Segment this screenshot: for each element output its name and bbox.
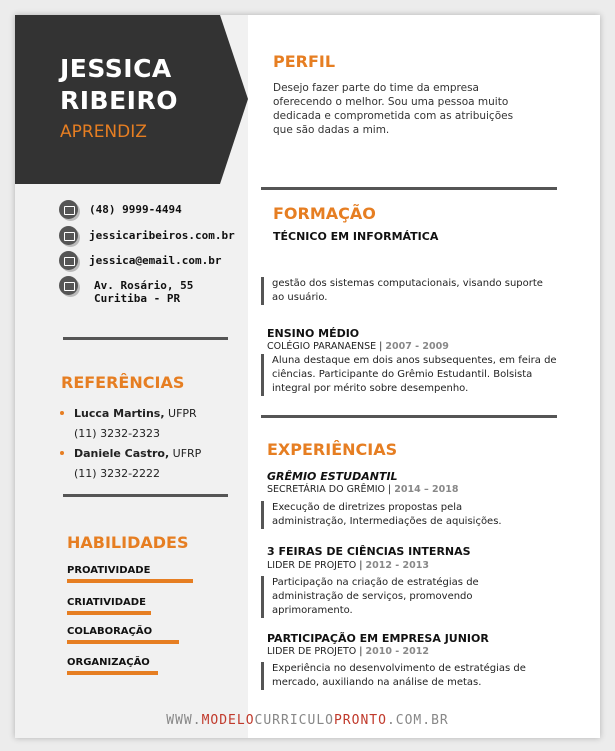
experience-description: [261, 662, 562, 690]
divider: [261, 187, 557, 190]
profile-text: [273, 81, 573, 137]
divider: [63, 337, 228, 340]
experience-description: [261, 501, 562, 529]
experience-role: [267, 484, 567, 495]
skill-bar: [67, 671, 158, 675]
course-description: [261, 354, 562, 396]
website-text: jessicaribeiros.com.br: [89, 229, 235, 242]
role-years: 2010 - 2012: [365, 646, 429, 657]
email-text: jessica@email.com.br: [89, 254, 222, 267]
skill-label: CRIATIVIDADE: [67, 597, 146, 608]
desc-line: Execução de diretrizes propostas pela: [272, 502, 463, 513]
skill-bar: [67, 579, 193, 583]
skill-item: [67, 597, 146, 608]
profile-line: que são dadas a mim.: [273, 124, 390, 136]
desc-line: integral por mérito sobre desempenho.: [272, 383, 469, 394]
monitor-icon: [59, 226, 78, 245]
desc-line: ciências. Participante do Grêmio Estudantil. Bolsista: [272, 369, 533, 380]
bullet-icon: [60, 451, 64, 455]
skill-item: [67, 626, 152, 637]
desc-line: administração de serviços, promovendo: [272, 591, 473, 602]
desc-line: gestão dos sistemas computacionais, visando suporte: [272, 278, 543, 289]
desc-line: mercado, auxiliando na análise de metas.: [272, 677, 482, 688]
course-years: 2007 - 2009: [385, 341, 449, 352]
role-years: 2014 – 2018: [394, 484, 459, 495]
mail-icon: [59, 251, 78, 270]
experience-title-item: PARTICIPAÇÃO EM EMPRESA JUNIOR: [267, 632, 489, 645]
desc-line: Aluna destaque em dois anos subsequentes, em feira de: [272, 355, 557, 366]
last-name: RIBEIRO: [60, 86, 178, 115]
header-banner: [15, 15, 248, 184]
school-name: COLÉGIO PARANAENSE |: [267, 341, 386, 352]
role-name: LIDER DE PROJETO |: [267, 646, 366, 657]
desc-line: ao usuário.: [272, 292, 328, 303]
footer-curriculo: CURRICULO: [254, 713, 334, 728]
references-title: REFERÊNCIAS: [61, 373, 185, 392]
skill-bar: [67, 611, 151, 615]
footer-www: WWW.: [166, 713, 202, 728]
footer-pronto: PRONTO: [333, 713, 387, 728]
profile-title: PERFIL: [273, 52, 336, 71]
course-title: ENSINO MÉDIO: [267, 327, 360, 340]
reference-org: UFPR: [164, 407, 197, 420]
role-name: SECRETÁRIA DO GRÊMIO |: [267, 484, 395, 495]
profile-line: dedicada e comprometida com as atribuições: [273, 110, 514, 122]
experience-title-item: 3 FEIRAS DE CIÊNCIAS INTERNAS: [267, 545, 471, 558]
reference-name: Lucca Martins,: [74, 407, 165, 420]
course-subtitle: [267, 341, 567, 352]
footer-modelo: MODELO: [201, 713, 255, 728]
job-role: APRENDIZ: [60, 122, 147, 142]
skill-item: [67, 657, 150, 668]
experience-role: [267, 646, 567, 657]
profile-line: Desejo fazer parte do time da empresa: [273, 82, 479, 94]
course-title: TÉCNICO EM INFORMÁTICA: [273, 230, 439, 243]
reference-name: Daniele Castro,: [74, 447, 170, 460]
address-text: [94, 279, 193, 305]
experience-description: [261, 576, 562, 618]
footer-website: [15, 713, 600, 728]
reference-phone: (11) 3232-2222: [74, 467, 161, 480]
first-name: JESSICA: [60, 54, 172, 83]
profile-line: oferecendo o melhor. Sou uma pessoa muito: [273, 96, 509, 108]
location-icon: [59, 276, 78, 295]
role-name: LIDER DE PROJETO |: [267, 560, 366, 571]
role-years: 2012 - 2013: [365, 560, 429, 571]
address-line2: Curitiba - PR: [94, 292, 181, 305]
reference-phone: (11) 3232-2323: [74, 427, 161, 440]
desc-line: Experiência no desenvolvimento de estratégias de: [272, 663, 526, 674]
skill-label: ORGANIZAÇÃO: [67, 657, 150, 668]
name: [60, 53, 178, 117]
phone-icon: [59, 200, 78, 219]
skill-item: [67, 565, 150, 576]
reference-org: UFRP: [169, 447, 202, 460]
skill-label: COLABORAÇÃO: [67, 626, 153, 637]
course-description: [261, 277, 552, 305]
skill-bar: [67, 640, 179, 644]
desc-line: administração, Intermediações de aquisições.: [272, 516, 502, 527]
bullet-icon: [60, 411, 64, 415]
skill-label: PROATIVIDADE: [67, 565, 151, 576]
resume-page: [15, 15, 600, 738]
experience-title: EXPERIÊNCIAS: [267, 440, 398, 459]
experience-title-item: GRÊMIO ESTUDANTIL: [267, 470, 398, 483]
education-title: FORMAÇÃO: [273, 204, 376, 223]
phone-text: (48) 9999-4494: [89, 203, 182, 216]
divider: [63, 494, 228, 497]
desc-line: Participação na criação de estratégias de: [272, 577, 479, 588]
divider: [261, 415, 557, 418]
desc-line: aprimoramento.: [272, 605, 353, 616]
skills-title: HABILIDADES: [67, 533, 189, 552]
footer-tld: .COM.BR: [386, 713, 449, 728]
experience-role: [267, 560, 567, 571]
address-line1: Av. Rosário, 55: [94, 279, 194, 292]
